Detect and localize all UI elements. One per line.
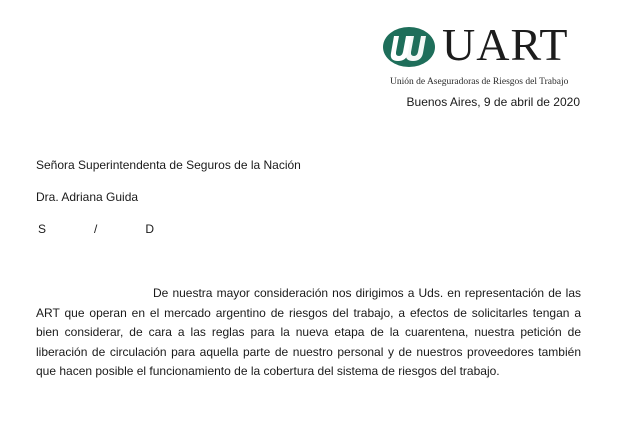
- date-line: Buenos Aires, 9 de abril de 2020: [406, 95, 580, 109]
- sd-left: S: [38, 222, 47, 236]
- addressee-title: Señora Superintendenta de Seguros de la Nación: [36, 158, 301, 172]
- sd-right: D: [145, 222, 155, 236]
- su-despacho-line: [38, 221, 155, 237]
- letter-body-paragraph: De nuestra mayor consideración nos dirigimos a Uds. en representación de las ART que operan en el mercado argentino de riesgos del trabajo, a efectos de solicitarles tengan a bien considerar, de cara a las reglas para la nueva etapa de la cuarentena, nuestra petición de liberación de circulación para aquella parte de nuestro personal y de nuestros proveedores también que hacen posible el funcionamiento de la cobertura del sistema de riesgos del trabajo.: [36, 286, 581, 378]
- organization-short-name: UART: [442, 19, 569, 70]
- uu-logo-icon: [382, 26, 436, 68]
- letterhead-logo: [382, 19, 587, 88]
- addressee-name: Dra. Adriana Guida: [36, 190, 139, 204]
- sd-middle: /: [94, 222, 98, 236]
- organization-full-name: Unión de Aseguradoras de Riesgos del Trabajo: [390, 77, 569, 87]
